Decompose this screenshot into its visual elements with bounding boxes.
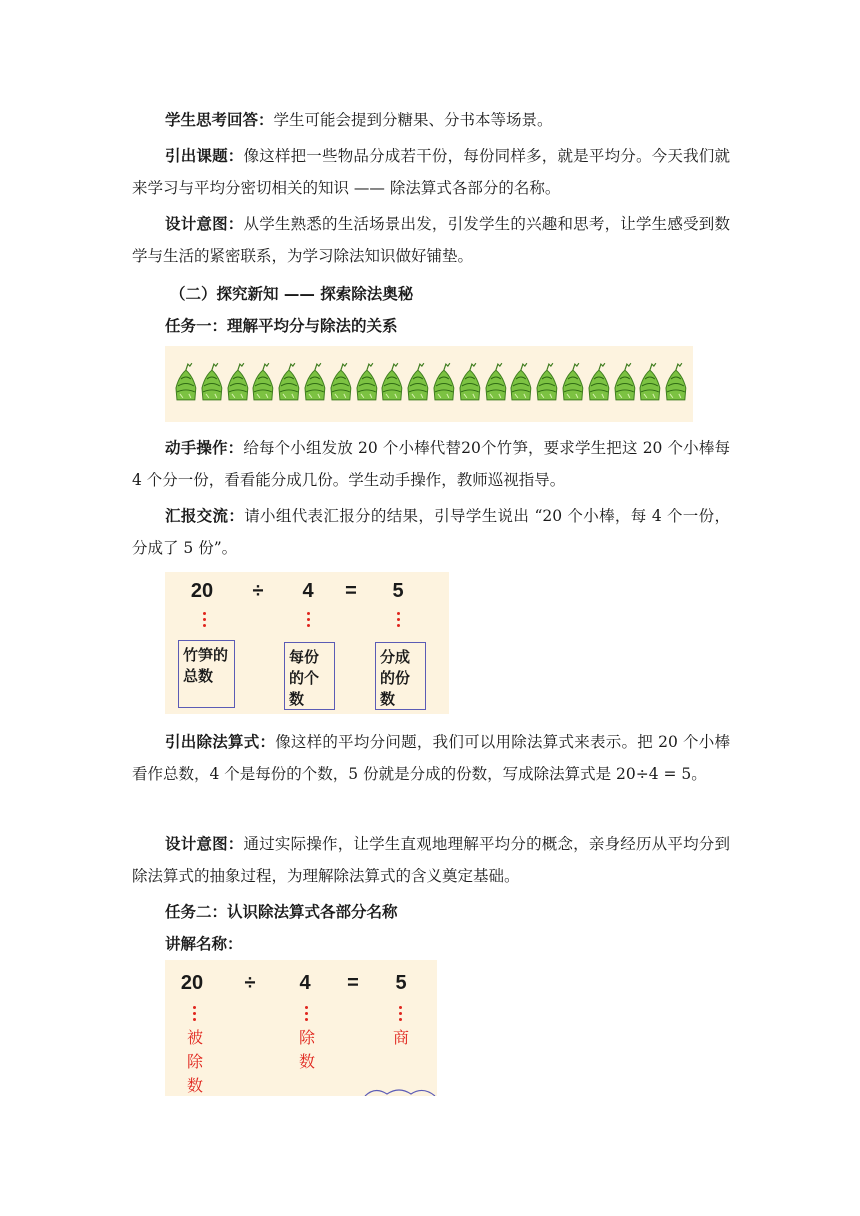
equation-dividend: 20 xyxy=(190,580,214,602)
paragraph-hands-on xyxy=(132,432,730,496)
bamboo-shoot-icon xyxy=(457,362,483,402)
paragraph-text: 给每个小组发放 20 个小棒代替20个竹笋，要求学生把这 20 个小棒每 4 个分一份，看看能分成几份。学生动手操作，教师巡视指导。 xyxy=(132,439,730,489)
task2-heading: 任务二：认识除法算式各部分名称 xyxy=(165,903,398,921)
bamboo-shoot-icon xyxy=(225,362,251,402)
equation-division-sign: ÷ xyxy=(244,972,256,994)
equation-dividend: 20 xyxy=(180,972,204,994)
bamboo-shoot-icon xyxy=(483,362,509,402)
paragraph-introduce-topic xyxy=(132,140,730,204)
paragraph-text: 通过实际操作，让学生直观地理解平均分的概念，亲身经历从平均分到除法算式的抽象过程，为理解除法算式的含义奠定基础。 xyxy=(132,835,730,885)
paragraph-text: 像这样把一些物品分成若干份，每份同样多，就是平均分。今天我们就来学习与平均分密切相关的知识 —— 除法算式各部分的名称。 xyxy=(132,147,730,197)
paragraph-label: 动手操作： xyxy=(165,439,244,457)
section-heading: （二）探究新知 —— 探索除法奥秘 xyxy=(170,285,414,303)
equation-figure-1 xyxy=(165,572,449,714)
equation-quotient: 5 xyxy=(395,972,407,994)
decorative-cloud-edge xyxy=(363,1088,437,1096)
paragraph-text: 像这样的平均分问题，我们可以用除法算式来表示。把 20 个小棒看作总数，4 个是每份的个数，5 份就是分成的份数，写成除法算式是 20÷4 = 5。 xyxy=(132,733,730,783)
name-divisor: 除数 xyxy=(298,1028,315,1071)
bamboo-shoot-icon xyxy=(534,362,560,402)
label-box-number-of-parts: 分成的份数 xyxy=(375,642,426,710)
paragraph-text: 请小组代表汇报分的结果，引导学生说出 “20 个小棒，每 4 个一份，分成了 5 份”。 xyxy=(132,507,730,557)
paragraph-report xyxy=(132,500,730,564)
bamboo-shoot-icon xyxy=(302,362,328,402)
paragraph-text: 学生可能会提到分糖果、分书本等场景。 xyxy=(273,111,553,129)
equation-figure-2 xyxy=(165,960,437,1096)
bamboo-shoot-icon xyxy=(637,362,663,402)
explain-label: 讲解名称： xyxy=(165,935,243,953)
label-box-total: 竹笋的总数 xyxy=(178,640,235,708)
bamboo-shoot-icon xyxy=(560,362,586,402)
dotted-connector xyxy=(193,1006,197,1024)
bamboo-shoot-icon xyxy=(276,362,302,402)
bamboo-shoot-icon xyxy=(508,362,534,402)
paragraph-label: 设计意图： xyxy=(165,835,244,853)
equation-equals-sign: = xyxy=(347,972,359,994)
bamboo-shoot-icon xyxy=(586,362,612,402)
equation-divisor: 4 xyxy=(302,580,314,602)
bamboo-shoot-icon xyxy=(354,362,380,402)
equation-division-sign: ÷ xyxy=(252,580,264,602)
paragraph-label: 引出除法算式： xyxy=(165,733,276,751)
paragraph-division-formula xyxy=(132,726,730,790)
paragraph-label: 学生思考回答： xyxy=(165,111,274,129)
bamboo-shoot-icon xyxy=(405,362,431,402)
paragraph-label: 引出课题： xyxy=(165,147,244,165)
paragraph-text: 从学生熟悉的生活场景出发，引发学生的兴趣和思考，让学生感受到数学与生活的紧密联系，为学习除法知识做好铺垫。 xyxy=(132,215,730,265)
paragraph-design-intent-2 xyxy=(132,828,730,892)
bamboo-shoot-icon xyxy=(379,362,405,402)
paragraph-label: 汇报交流： xyxy=(165,507,245,525)
task1-heading: 任务一：理解平均分与除法的关系 xyxy=(165,317,398,335)
bamboo-shoot-icon xyxy=(199,362,225,402)
bamboo-shoot-icon xyxy=(173,362,199,402)
equation-equals-sign: = xyxy=(345,580,357,602)
bamboo-shoots-figure xyxy=(165,346,693,422)
paragraph-design-intent-1 xyxy=(132,208,730,272)
name-quotient: 商 xyxy=(392,1028,409,1047)
paragraph-label: 设计意图： xyxy=(165,215,244,233)
bamboo-shoot-icon xyxy=(663,362,689,402)
dotted-connector xyxy=(305,1006,309,1024)
bamboo-shoot-row xyxy=(173,362,689,402)
dotted-connector xyxy=(307,612,311,630)
label-box-each-part: 每份的个数 xyxy=(284,642,335,710)
dotted-connector xyxy=(203,612,207,630)
equation-divisor: 4 xyxy=(299,972,311,994)
bamboo-shoot-icon xyxy=(431,362,457,402)
paragraph-student-answer xyxy=(132,104,730,136)
bamboo-shoot-icon xyxy=(250,362,276,402)
dotted-connector xyxy=(399,1006,403,1024)
bamboo-shoot-icon xyxy=(612,362,638,402)
dotted-connector xyxy=(397,612,401,630)
bamboo-shoot-icon xyxy=(328,362,354,402)
name-dividend: 被除数 xyxy=(186,1028,203,1095)
equation-quotient: 5 xyxy=(392,580,404,602)
